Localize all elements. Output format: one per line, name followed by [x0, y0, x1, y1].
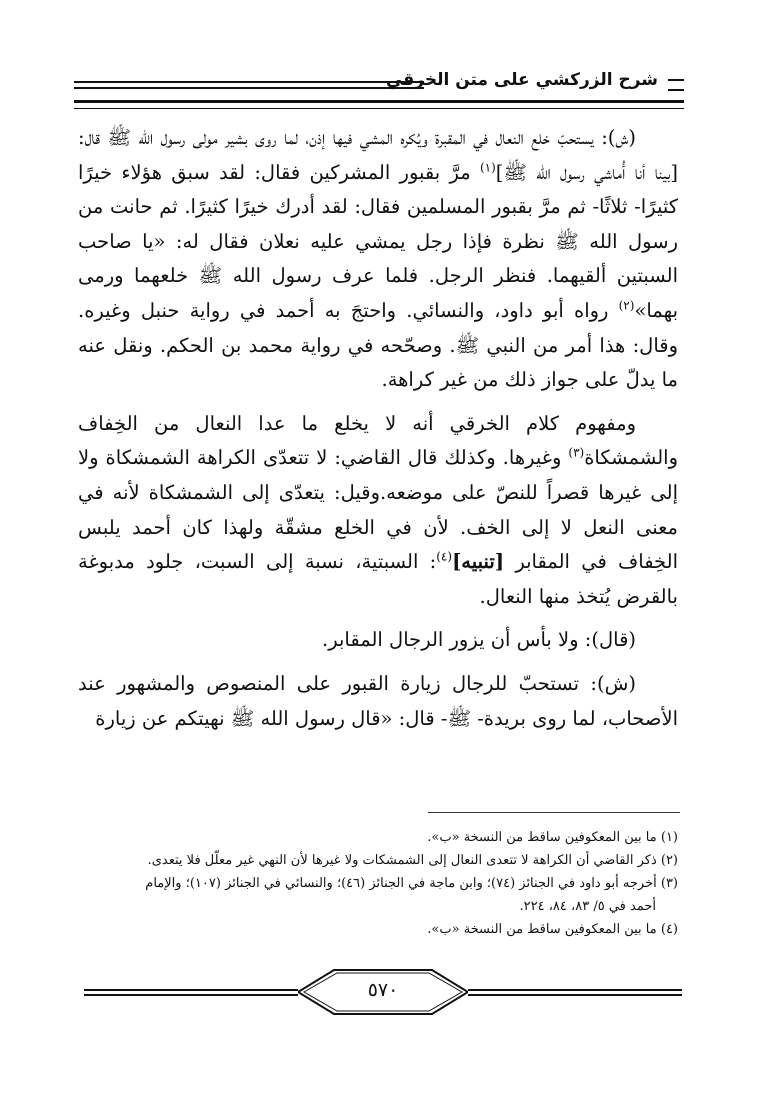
footnote-ref: (٣) [568, 445, 585, 460]
header-ornament [668, 79, 684, 91]
paragraph-2: ومفهوم كلام الخرقي أنه لا يخلع ما عدا النعال من الخِفاف والشمشكاة$^{(٣)}$ وغيرها. وكذلك قال القاضي: لا تتعدّى الكراهة الشمشكاة ولا إلى غيرها قصراً للنصّ على موضعه.وقيل: يتعدّى إلى الشمشكاة لأنه في معنى النعل لا إلى الخف. لأن في الخلع مشقّة ولهذا كان أحمد يلبس الخِفاف في المقابر [تنبيه]$^{(٤)}$: السبتية، نسبة إلى السبت، جلود مدبوغة بالقرض يُتخذ منها النعال. [78, 411, 679, 608]
footnote-3-continued: أحمد في ٥/ ٨٣، ٨٤، ٢٢٤. [519, 899, 656, 914]
main-text [78, 121, 678, 736]
page-footer [84, 966, 682, 1018]
header-double-rule [74, 100, 684, 109]
footnotes [78, 826, 678, 941]
header-title: شرح الزركشي على متن الخرقي [385, 70, 658, 90]
footnote-2: (٢) ذكر القاضي أن الكراهة لا تتعدى النعال إلى الشمشكات ولا غيرها لأن النهي غير معلّل فلا يتعدى. [147, 853, 678, 868]
tanbih-label: [تنبيه] [452, 550, 505, 574]
page-number: ٥٧٠ [367, 979, 399, 1001]
footnote-1: (١) ما بين المعكوفين ساقط من النسخة «ب». [427, 830, 678, 845]
footnote-ref: (٢) [618, 298, 635, 313]
paragraph-1: (ش): يستحبّ خلع النعال في المقبرة ويُكره المشي فيها إذن، لما روى بشير مولى رسول الله ﷺ قال: [بينا أنا أُماشي رسول الله ﷺ]$^{(١)}$ مرَّ بقبور المشركين فقال: لقد سبق هؤلاء خيرًا كثيرًا- ثلاثًا- ثم مرَّ بقبور المسلمين فقال: لقد أدرك خيرًا كثيرًا. ثم حانت من رسول الله ﷺ نظرة فإذا رجل يمشي عليه نعلان فقال له: «يا صاحب السبتين ألقيهما. فنظر الرجل. فلما عرف رسول الله ﷺ خلعهما ورمى بهما»$^{(٢)}$ رواه أبو داود، والنسائي. واحتجَ به أحمد في رواية حنبل وغيره. وقال: هذا أمر من النبي ﷺ. وصحّحه في رواية محمد بن الحكم. ونقل عنه ما يدلّ على جواز ذلك من غير كراهة. [78, 126, 678, 392]
footer-rule-right [468, 989, 682, 996]
footnote-ref: (١) [479, 160, 496, 175]
running-header [74, 66, 684, 110]
paragraph-4: (ش): تستحبّ للرجال زيارة القبور على المنصوص والمشهور عند الأصحاب، لما روى بريدة- ﷺ- قال: «قال رسول الله ﷺ نهيتكم عن زيارة [78, 671, 678, 730]
header-rule [74, 81, 424, 89]
footnote-separator [428, 812, 680, 813]
footer-rule-left [84, 989, 298, 996]
footnote-ref: (٤) [436, 549, 453, 564]
paragraph-3: (قال): ولا بأس أن يزور الرجال المقابر. [322, 628, 636, 652]
footnote-3: (٣) أخرجه أبو داود في الجنائز (٧٤)؛ وابن ماجة في الجنائز (٤٦)؛ والنسائي في الجنائز (١٠٧)؛ والإمام [145, 876, 678, 891]
footnote-4: (٤) ما بين المعكوفين ساقط من النسخة «ب». [427, 922, 678, 937]
